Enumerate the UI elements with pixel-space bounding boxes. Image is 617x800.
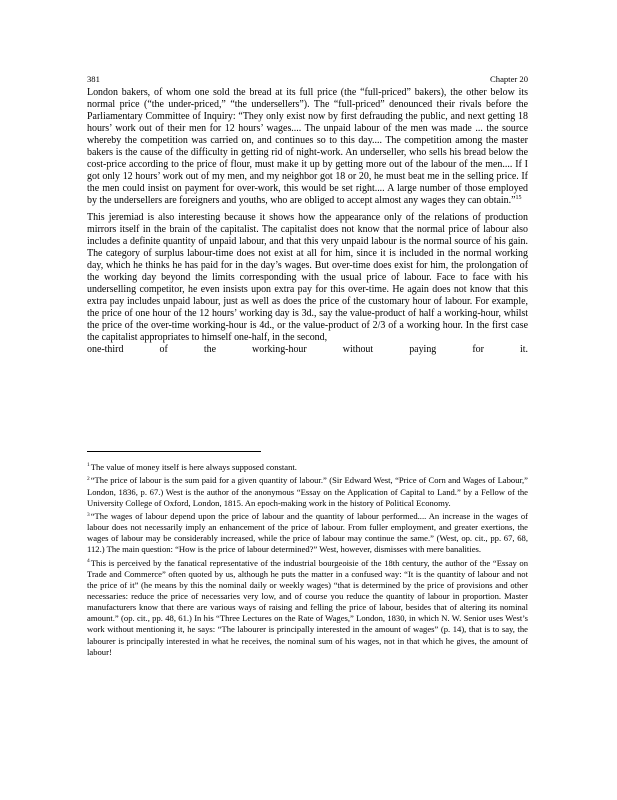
body-text — [87, 87, 528, 356]
footnote-4 — [87, 558, 528, 658]
footnote-4-text: This is perceived by the fanatical representative of the industrial bourgeoisie of the 18th century, the author of the “Essay on Trade and Commerce” often quoted by us, although he puts the matter in a confused way: “It is the quantity of labour and not the price of it” (he means by this the nominal daily or weekly wages) “that is determined by the price of provisions and other necessaries: reduce the price of necessaries very low, and of course you reduce the quantity of labour in proportion. Master manufacturers know that there are various ways of raising and felling the price of labour, besides that of altering its nominal amount.” (op. cit., pp. 48, 61.) In his “Three Lectures on the Rate of Wages,” London, 1830, in which N. W. Senior uses West’s work without mentioning it, he says: “The labourer is principally interested in the amount of wages” (p. 14), that is to say, the labourer is principally interested in what he receives, the nominal sum of his wages, not in that which he gives, the amount of labour! — [87, 557, 528, 657]
footnote-2 — [87, 475, 528, 508]
paragraph-1-text: London bakers, of whom one sold the bread at its full price (the “full-priced” bakers), the other below its normal price (“the under-priced,” “the undersellers”). The “full-priced” denounced their rivals before the Parliamentary Committee of Inquiry: “They only exist now by first defrauding the public, and next getting 18 hours’ work out of their men for 12 hours’ wages.... The unpaid labour of the men was made ... the source whereby the competition was carried on, and continues so to this day.... The competition among the master bakers is the cause of the difficulty in getting rid of night-work. An underseller, who sells his bread below the cost-price according to the price of flour, must make it up by getting more out of the labour of the men.... If I got only 12 hours’ work out of my men, and my neighbor got 18 or 20, he must beat me in the selling price. If the men could insist on payment for over-work, this would be set right.... A large number of those employed by the undersellers are foreigners and youths, who are obliged to accept almost any wages they can obtain.” — [87, 87, 528, 207]
paragraph-2-last-line: one-third of the working-hour without paying for it. — [87, 344, 528, 356]
footnote-3-text: “The wages of labour depend upon the price of labour and the quantity of labour performed.... An increase in the wages of labour does not necessarily imply an enhancement of the price of labour. From fuller employment, and greater exertions, the wages of labour may be considerably increased, while the price of labour may continue the same.” (West, op. cit., pp. 67, 68, 112.) The main question: “How is the price of labour determined?” West, however, dismisses with mere banalities. — [87, 511, 528, 555]
footnotes — [87, 462, 528, 660]
page-number: 381 — [87, 74, 100, 84]
footnote-1-number: 1 — [87, 462, 90, 469]
footnote-divider — [87, 451, 261, 452]
footnote-3-number: 3 — [87, 511, 90, 518]
footnote-3 — [87, 511, 528, 555]
footnote-2-text: “The price of labour is the sum paid for a given quantity of labour.” (Sir Edward West, “Price of Corn and Wages of Labour,” London, 1836, p. 67.) West is the author of the anonymous “Essay on the Application of Capital to Land.” by a Fellow of the University College of Oxford, London, 1815. An epoch-making work in the history of Political Economy. — [87, 475, 528, 508]
footnote-1-text: The value of money itself is here always supposed constant. — [90, 462, 297, 472]
footnote-2-number: 2 — [87, 475, 90, 482]
paragraph-1 — [87, 87, 528, 207]
footnote-4-number: 4 — [87, 558, 90, 565]
footnote-ref-15[interactable]: 15 — [515, 195, 522, 202]
paragraph-2: This jeremiad is also interesting because it shows how the appearance only of the relations of production mirrors itself in the brain of the capitalist. The capitalist does not know that the normal price of labour also includes a definite quantity of unpaid labour, and that this very unpaid labour is the normal source of his gain. The category of surplus labour-time does not exist at all for him, since it is included in the normal working day, which he thinks he has paid for in the day’s wages. But over-time does exist for him, the prolongation of the working day beyond the limits corresponding with the usual price of labour. Face to face with his underselling competitor, he even insists upon extra pay for this over-time. He again does not know that this extra pay includes unpaid labour, just as well as does the price of the customary hour of labour. For example, the price of one hour of the 12 hours’ working day is 3d., say the value-product of half a working-hour, whilst the price of the over-time working-hour is 4d., or the value-product of 2/3 of a working hour. In the first case the capitalist appropriates to himself one-half, in the second, — [87, 212, 528, 344]
chapter-label: Chapter 20 — [490, 74, 528, 84]
footnote-1 — [87, 462, 528, 473]
